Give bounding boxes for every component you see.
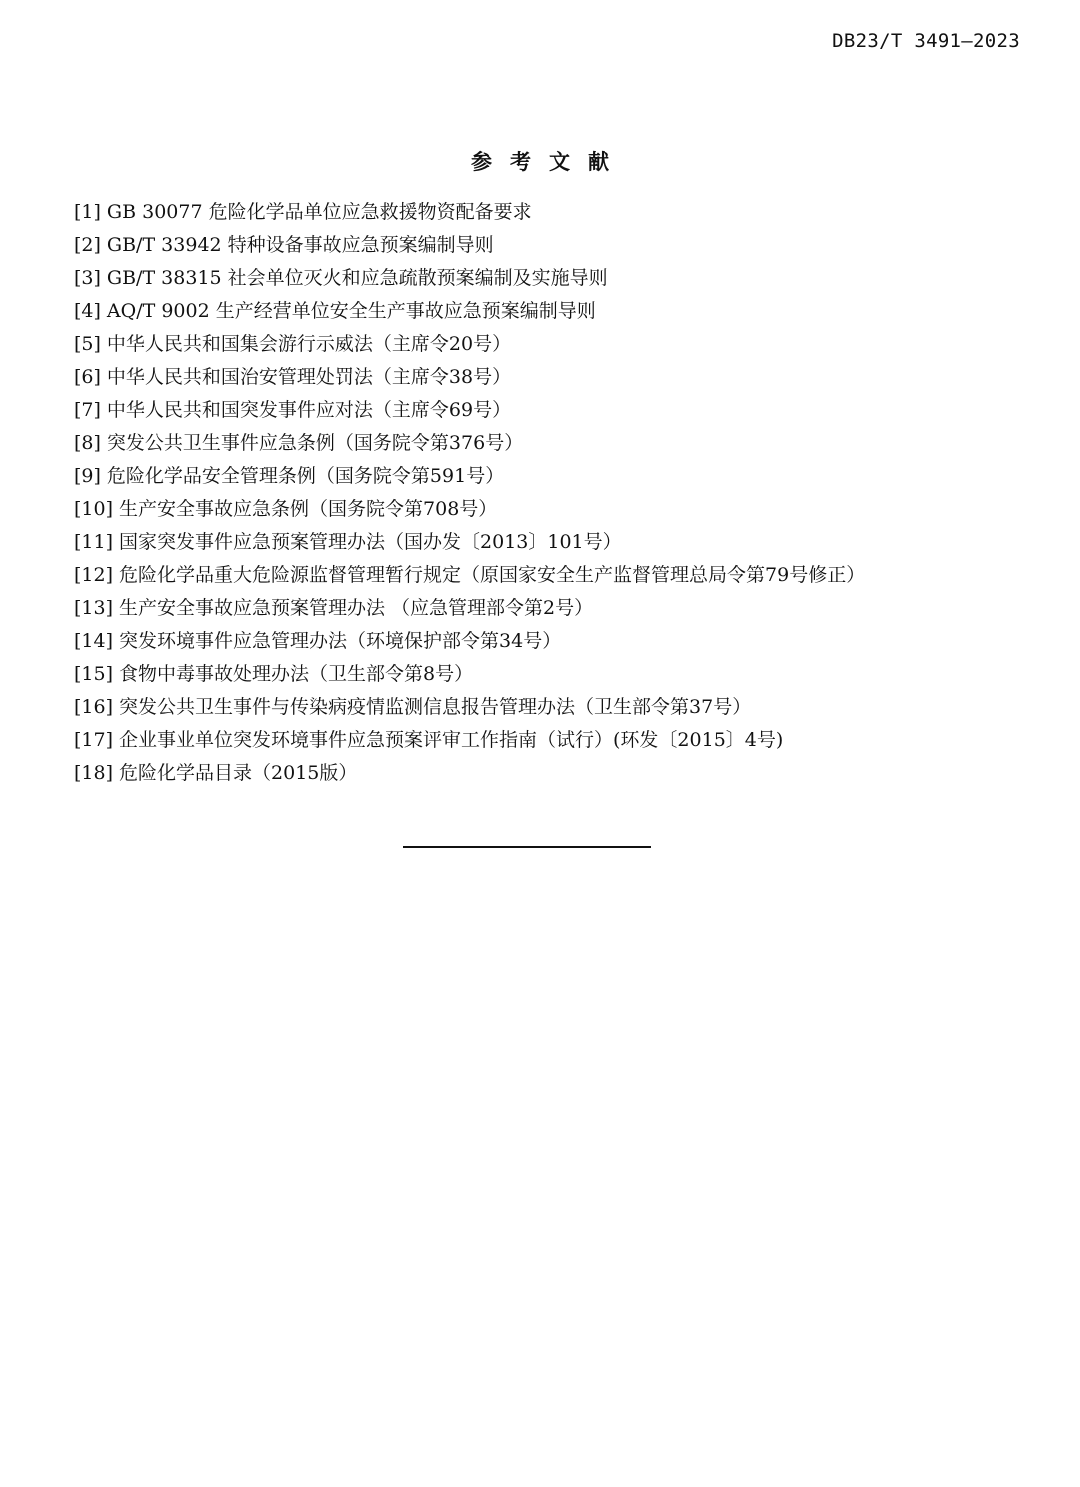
reference-number: [16] (74, 696, 114, 718)
reference-item (74, 394, 1034, 427)
reference-text: 企业事业单位突发环境事件应急预案评审工作指南（试行）(环发〔2015〕4号) (119, 729, 784, 751)
reference-number: [13] (74, 597, 114, 619)
reference-text: GB/T 38315 社会单位灭火和应急疏散预案编制及实施导则 (106, 267, 608, 289)
reference-text: 国家突发事件应急预案管理办法（国办发〔2013〕101号） (119, 531, 622, 553)
reference-number: [9] (74, 465, 101, 487)
reference-number: [12] (74, 564, 114, 586)
document-code: DB23/T 3491—2023 (832, 30, 1020, 52)
reference-number: [7] (74, 399, 101, 421)
reference-text: AQ/T 9002 生产经营单位安全生产事故应急预案编制导则 (106, 300, 596, 322)
reference-number: [1] (74, 201, 101, 223)
reference-text: GB/T 33942 特种设备事故应急预案编制导则 (106, 234, 494, 256)
reference-number: [15] (74, 663, 114, 685)
reference-item (74, 427, 1034, 460)
reference-text: 危险化学品安全管理条例（国务院令第591号） (106, 465, 505, 487)
reference-text: GB 30077 危险化学品单位应急救援物资配备要求 (106, 201, 532, 223)
reference-number: [3] (74, 267, 101, 289)
reference-item (74, 196, 1034, 229)
reference-item (74, 229, 1034, 262)
reference-text: 中华人民共和国治安管理处罚法（主席令38号） (106, 366, 512, 388)
reference-text: 危险化学品目录（2015版） (119, 762, 358, 784)
reference-item (74, 559, 1034, 592)
reference-number: [11] (74, 531, 114, 553)
reference-item (74, 592, 1034, 625)
reference-item (74, 493, 1034, 526)
reference-item (74, 658, 1034, 691)
reference-number: [5] (74, 333, 101, 355)
reference-item (74, 724, 1034, 757)
reference-text: 生产安全事故应急条例（国务院令第708号） (119, 498, 498, 520)
reference-number: [14] (74, 630, 114, 652)
reference-item (74, 526, 1034, 559)
reference-text: 危险化学品重大危险源监督管理暂行规定（原国家安全生产监督管理总局令第79号修正） (119, 564, 866, 586)
reference-list (74, 196, 1034, 790)
reference-text: 中华人民共和国突发事件应对法（主席令69号） (106, 399, 512, 421)
end-divider (403, 846, 651, 848)
reference-number: [2] (74, 234, 101, 256)
reference-item (74, 361, 1034, 394)
reference-text: 食物中毒事故处理办法（卫生部令第8号） (119, 663, 474, 685)
reference-item (74, 328, 1034, 361)
reference-number: [8] (74, 432, 101, 454)
reference-text: 中华人民共和国集会游行示威法（主席令20号） (106, 333, 512, 355)
reference-text: 突发公共卫生事件应急条例（国务院令第376号） (106, 432, 524, 454)
reference-item (74, 691, 1034, 724)
reference-number: [18] (74, 762, 114, 784)
reference-item (74, 460, 1034, 493)
reference-item (74, 625, 1034, 658)
page-title: 参考文献 (471, 150, 627, 174)
reference-number: [10] (74, 498, 114, 520)
reference-text: 生产安全事故应急预案管理办法 （应急管理部令第2号） (119, 597, 594, 619)
reference-item (74, 295, 1034, 328)
reference-text: 突发公共卫生事件与传染病疫情监测信息报告管理办法（卫生部令第37号） (119, 696, 752, 718)
reference-item (74, 262, 1034, 295)
reference-number: [17] (74, 729, 114, 751)
reference-number: [6] (74, 366, 101, 388)
reference-number: [4] (74, 300, 101, 322)
reference-item (74, 757, 1034, 790)
reference-text: 突发环境事件应急管理办法（环境保护部令第34号） (119, 630, 562, 652)
